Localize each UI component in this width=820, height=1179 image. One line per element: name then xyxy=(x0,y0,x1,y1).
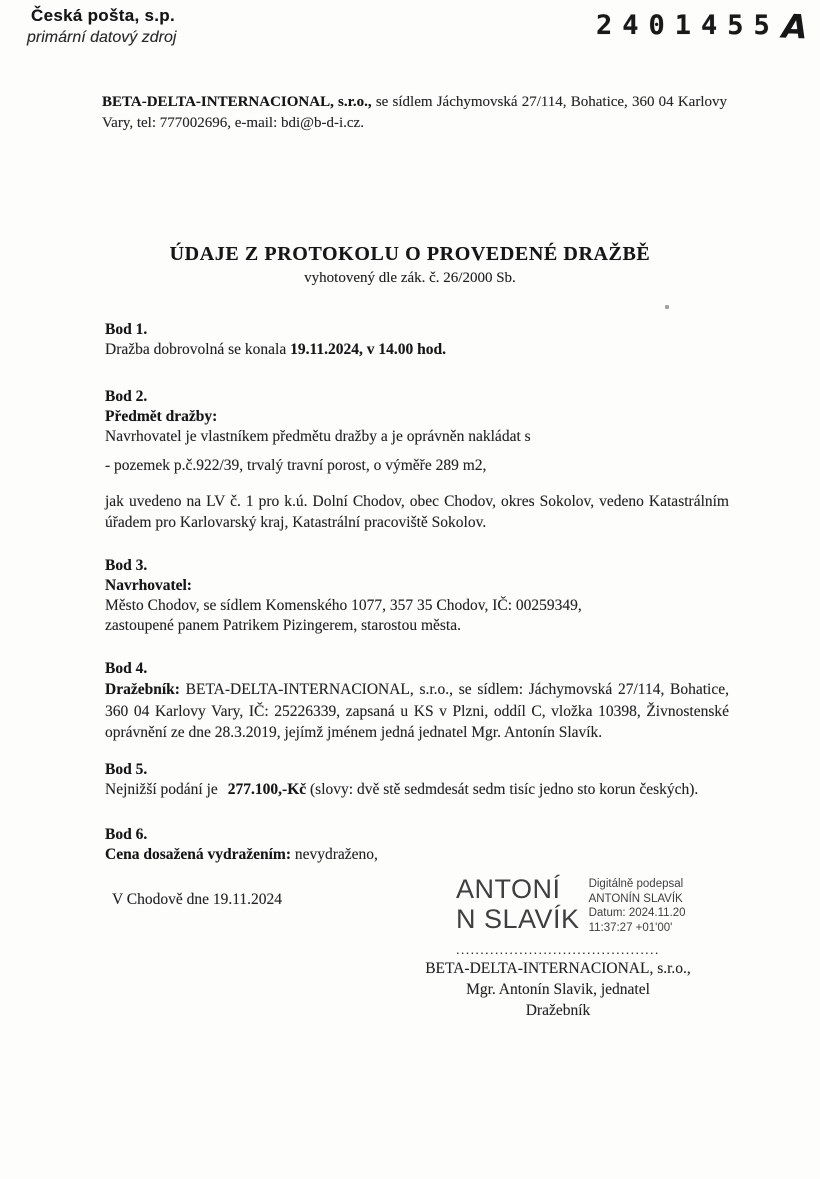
section-bod-6-heading: Bod 6. xyxy=(105,826,148,843)
bod-3-line1: Město Chodov, se sídlem Komenského 1077, 357 35 Chodov, IČ: 00259349, xyxy=(105,597,582,614)
bod-3-line2: zastoupené panem Patrikem Pizingerem, starostou města. xyxy=(105,617,461,634)
bod-5-minimum-bid-amount: 277.100,-Kč xyxy=(227,781,307,798)
bod-5-text-regular: Nejnižší podání je xyxy=(105,781,218,798)
section-bod-2-subheading: Předmět dražby: xyxy=(105,408,218,425)
section-bod-1-text xyxy=(105,340,729,360)
bod-6-result: nevydraženo, xyxy=(291,846,378,863)
signature-dotted-line: .......................................... xyxy=(456,942,660,957)
bod-1-text-regular: Dražba dobrovolná se konala xyxy=(105,341,291,358)
auctioneer-intro-paragraph xyxy=(102,92,727,133)
bod-5-amount-in-words: (slovy: dvě stě sedmdesát sedm tisíc jedno sto korun českých). xyxy=(306,781,699,798)
stamp-letter: A xyxy=(781,6,809,47)
digital-signature-details-line3: Datum: 2024.11.20 xyxy=(588,907,686,919)
section-bod-5-heading: Bod 5. xyxy=(105,761,148,778)
section-bod-4-heading: Bod 4. xyxy=(105,660,148,677)
bod-1-date-time: 19.11.2024, v 14.00 hod. xyxy=(290,341,446,358)
signer-block xyxy=(408,944,708,1021)
section-bod-3-heading: Bod 3. xyxy=(105,557,148,574)
bod-6-text xyxy=(105,845,729,865)
signer-name: Mgr. Antonín Slavik, jednatel xyxy=(466,981,650,998)
sender-block xyxy=(27,6,177,47)
digital-signature-details-line1: Digitálně podepsal xyxy=(588,878,684,890)
document-title: ÚDAJE Z PROTOKOLU O PROVEDENÉ DRAŽBĚ xyxy=(169,243,651,265)
section-bod-3-subheading: Navrhovatel: xyxy=(105,577,192,594)
section-bod-4 xyxy=(105,659,729,744)
auctioneer-company-name: BETA-DELTA-INTERNACIONAL, s.r.o., xyxy=(102,94,372,110)
signer-role: Dražebník xyxy=(525,1002,591,1019)
stamp-number: 2401455 xyxy=(596,10,780,41)
digital-signature-block xyxy=(456,874,686,935)
scan-noise-speck xyxy=(665,305,669,309)
signer-company: BETA-DELTA-INTERNACIONAL, s.r.o., xyxy=(425,960,691,977)
digital-signature-name-line2: N SLAVÍK xyxy=(456,904,580,934)
section-bod-2-heading: Bod 2. xyxy=(105,388,148,405)
bod-5-text xyxy=(105,780,729,800)
bod-4-label: Dražebník: xyxy=(105,681,180,698)
bod-2-line1: Navrhovatel je vlastníkem předmětu dražby a je oprávněn nakládat s xyxy=(105,428,531,445)
section-bod-3 xyxy=(105,556,729,636)
section-bod-6 xyxy=(105,825,729,865)
bod-4-auctioneer-details: BETA-DELTA-INTERNACIONAL, s.r.o., se sídlem: Jáchymovská 27/114, Bohatice, 360 04 Karlovy Vary, IČ: 25226339, zapsaná u KS v Plzni, oddíl C, vložka 10398, Živnostenské oprávnění ze dne 28.3.2019, jejímž jménem jedná jednatel Mgr. Antonín Slavík. xyxy=(105,681,729,741)
bod-6-label: Cena dosažená vydražením: xyxy=(105,846,291,863)
place-date-line: V Chodově dne 19.11.2024 xyxy=(112,891,283,908)
digital-signature-name xyxy=(456,874,580,934)
bod-4-text xyxy=(105,679,729,744)
bod-2-parcel-item: - pozemek p.č.922/39, trvalý travní porost, o výměře 289 m2, xyxy=(105,457,487,474)
auctioneer-contact-details: se sídlem Jáchymovská 27/114, Bohatice, 360 04 Karlovy Vary, tel: 777002696, e-mail: bdi@b-d-i.cz. xyxy=(102,94,727,131)
section-bod-5 xyxy=(105,760,729,800)
document-subtitle: vyhotovený dle zák. č. 26/2000 Sb. xyxy=(304,270,516,286)
digital-signature-details-line2: ANTONÍN SLAVÍK xyxy=(588,892,683,905)
section-bod-1-heading: Bod 1. xyxy=(105,321,148,338)
digital-signature-details xyxy=(589,877,686,935)
section-bod-1 xyxy=(105,320,729,360)
sender-org-name: Česká pošta, s.p. xyxy=(31,6,175,25)
digital-signature-name-line1: ANTONÍ xyxy=(456,874,561,904)
document-title-block xyxy=(0,243,820,287)
digital-signature-details-line4: 11:37:27 +01'00' xyxy=(588,921,673,934)
bod-2-cadastre-paragraph: jak uvedeno na LV č. 1 pro k.ú. Dolní Chodov, obec Chodov, okres Sokolov, vedeno Katastrálním úřadem pro Karlovarský kraj, Katastrální pracoviště Sokolov. xyxy=(105,493,729,531)
section-bod-2 xyxy=(105,387,729,533)
reference-stamp xyxy=(596,6,809,47)
sender-org-subtitle: primární datový zdroj xyxy=(27,29,177,46)
